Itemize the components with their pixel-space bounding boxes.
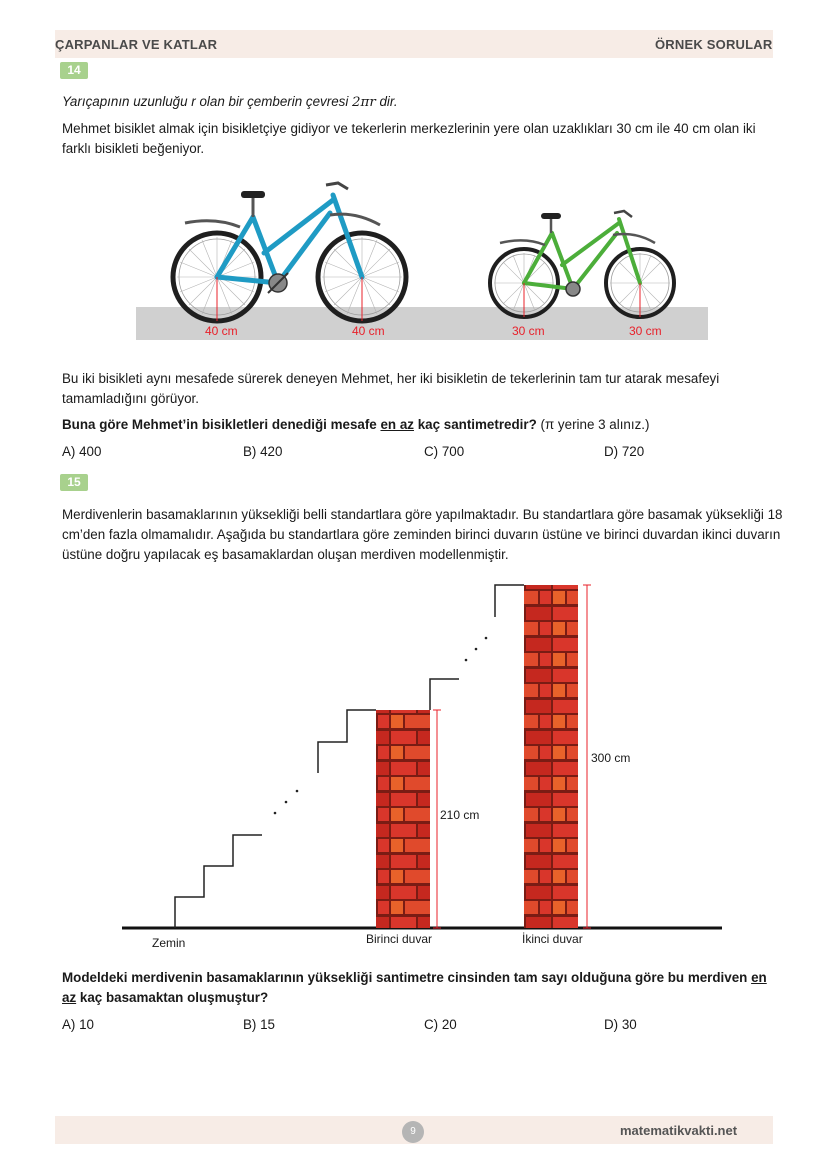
bike-large <box>173 183 406 321</box>
wall1-height: 210 cm <box>440 808 480 822</box>
q14-hint: Yarıçapının uzunluğu r olan bir çemberin çevresi 2πr dir. <box>62 94 398 110</box>
bike-label-3: 30 cm <box>512 324 545 338</box>
question-number-15: 15 <box>60 474 88 491</box>
stairs-lower <box>175 835 262 928</box>
bicycles-figure <box>130 175 720 345</box>
wall2-label: İkinci duvar <box>522 932 583 946</box>
q14-choice-d[interactable]: D) 720 <box>604 444 645 459</box>
q15-choice-d[interactable]: D) 30 <box>604 1017 637 1032</box>
header-section: ÖRNEK SORULAR <box>655 37 773 52</box>
q14-body: Bu iki bisikleti aynı mesafede sürerek deneyen Mehmet, her iki bisikletin de tekerlerinin tam tur atarak mesafeyi tamamladığını görüyor. <box>62 371 720 406</box>
wall-second <box>524 585 578 928</box>
q14-choice-a[interactable]: A) 400 <box>62 444 102 459</box>
q14-choice-b[interactable]: B) 420 <box>243 444 283 459</box>
q15-question: Modeldeki merdivenin basamaklarının yüksekliği santimetre cinsinden tam sayı olduğuna göre bu merdiven en az kaç basamaktan oluşmuştur? <box>62 970 767 1005</box>
stairs-upper-end <box>495 585 524 617</box>
stairs-middle <box>318 710 376 773</box>
wall1-label: Birinci duvar <box>366 932 433 946</box>
stairs-figure <box>120 575 730 955</box>
header-title: ÇARPANLAR VE KATLAR <box>55 37 218 52</box>
q14-choice-c[interactable]: C) 700 <box>424 444 465 459</box>
wall-first <box>376 710 430 928</box>
q15-choice-c[interactable]: C) 20 <box>424 1017 457 1032</box>
question-number-14: 14 <box>60 62 88 79</box>
bike-label-4: 30 cm <box>629 324 662 338</box>
q15-choice-b[interactable]: B) 15 <box>243 1017 276 1032</box>
ground-label: Zemin <box>152 936 186 950</box>
q14-intro: Mehmet bisiklet almak için bisikletçiye gidiyor ve tekerlerin merkezlerinin yere olan uzaklıkları 30 cm ile 40 cm olan iki farklı bisikleti beğeniyor. <box>62 121 756 156</box>
q14-question: Buna göre Mehmet’in bisikletleri denediği mesafe en az kaç santimetredir? (π yerine 3 alınız.) <box>62 417 650 432</box>
bike-small <box>490 211 674 317</box>
stairs-upper-start <box>430 679 459 710</box>
wall2-height: 300 cm <box>591 751 631 765</box>
bike-label-1: 40 cm <box>205 324 238 338</box>
q15-body: Merdivenlerin basamaklarının yüksekliği belli standartlara göre yapılmaktadır. Bu standartlara göre basamak yüksekliği 18 cm’den fazla olmamalıdır. Aşağıda bu standartlara göre zeminden birinci duvarın üstüne ve birinci duvardan ikinci duvarın üstüne doğru yapılacak eş basamaklardan oluşan merdiven modellenmiştir. <box>62 507 783 562</box>
site-name: matematikvakti.net <box>620 1123 738 1138</box>
q15-choice-a[interactable]: A) 10 <box>62 1017 95 1032</box>
bike-label-2: 40 cm <box>352 324 385 338</box>
page-number: 9 <box>402 1121 424 1143</box>
